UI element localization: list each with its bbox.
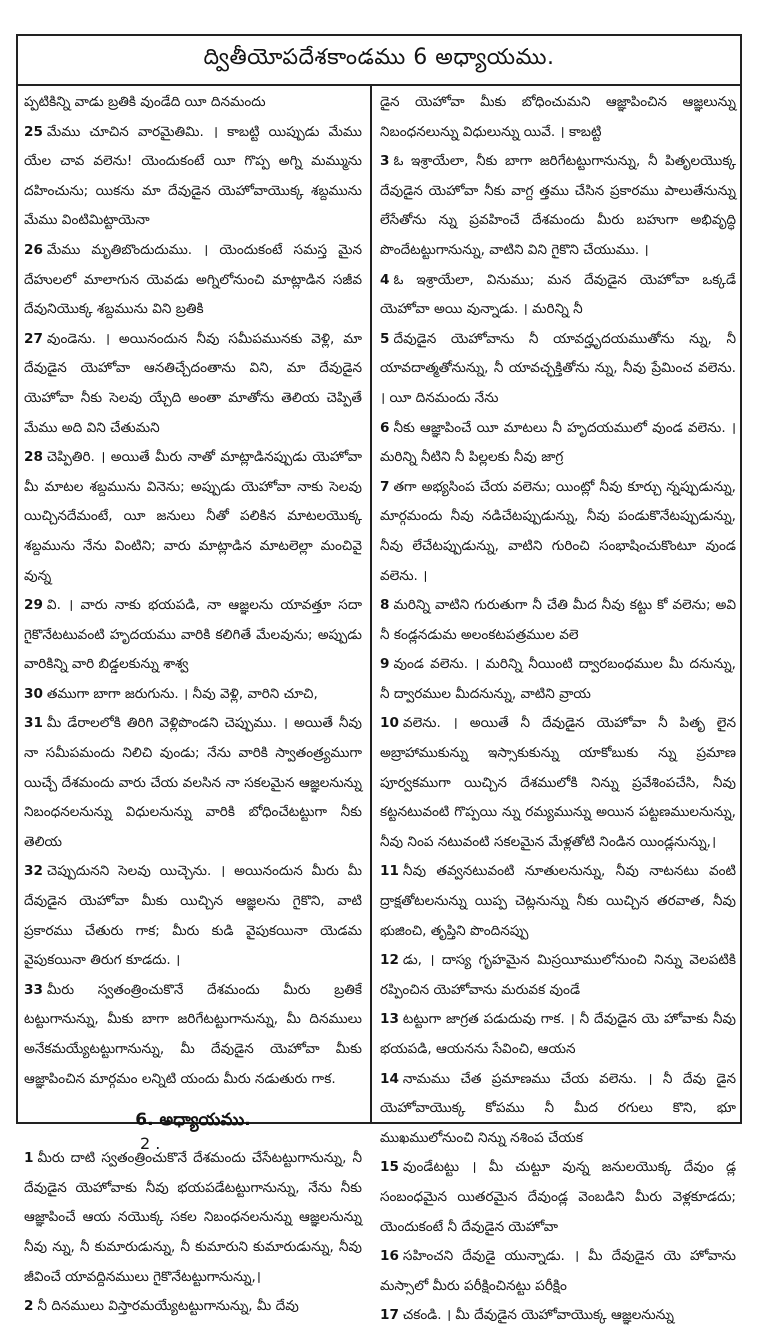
chapter-paragraphs — [24, 1144, 362, 1322]
verse-paragraph — [24, 1292, 362, 1322]
verse-text: నీకు ఆజ్ఞాపించే యీ మాటలు నీ హృదయములో వుండ వలెను. । మరిన్ని నీటిని నీ పిల్లలకు నీవు జాగ్ర — [380, 419, 736, 466]
verse-text: సహించని దేవుడై యున్నాడు. । మీ దేవుడైన యె హోవాను మస్సాలో మీరు పరీక్షించినట్టు పరీక్షిం — [380, 1248, 736, 1294]
verse-paragraph — [380, 473, 736, 591]
verse-number: 13 — [380, 1011, 399, 1028]
verse-paragraph — [380, 591, 736, 650]
verse-text: చెప్పుదునని సెలవు యిచ్చెను. । అయినందున మీరు మీ దేవుడైన యెహోవా మీకు యిచ్చిన ఆజ్ఞలను గైకొని, వాటి ప్రకారము చేతురు గాక; మీరు కుడి వైపుకయినా యెడమ వైపుకయినా తిరుగ కూడదు. । — [24, 863, 362, 969]
verse-number: 33 — [24, 981, 43, 998]
verse-paragraph — [380, 88, 736, 147]
verse-text: ఓ ఇశ్రాయేలా, వినుము; మన దేవుడైన యెహోవా ఒక్కడే యెహోవా అయి వున్నాడు. । మరిన్ని నీ — [380, 271, 736, 318]
verse-text: ఓ ఇశ్రాయేలా, నీకు బాగా జరిగేటట్టుగానున్ను, నీ పితృలయొక్క దేవుడైన యెహోవా నీకు వాగ్ద త్తము చేసిన ప్రకారము పాలుతేనున్ను లేసేతోను న్ను ప్రవహించే దేశమందు మీరు బహుగా అభివృద్ధి పొందేటట్టుగానున్ను, వాటిని విని గైకొని చేయుము. । — [380, 153, 736, 258]
verse-number: 6 — [380, 419, 390, 436]
verse-text: మీరు దాటి స్వతంత్రించుకొనే దేశమందు చేసేటట్టుగానున్ను, నీ దేవుడైన యెహోవాకు నీవు భయపడేటట్టుగానున్ను, నేను నీకు ఆజ్ఞాపించే ఆయ నయొక్క సకల నిబంధనలనున్ను ఆజ్ఞలనున్ను నీవు న్ను, నీ కుమారుడున్ను, నీ కుమారుని కుమారుడున్ను, నీవు జీవించే యావద్దినములు గైకొనేటట్టుగానున్ను,। — [24, 1150, 362, 1285]
verse-number: 5 — [380, 330, 390, 347]
verse-paragraph — [380, 1242, 736, 1301]
verse-number: 26 — [24, 241, 43, 258]
verse-text: చెప్పితిరి. । అయితే మీరు నాతో మాట్లాడినప్పుడు యెహోవా మీ మాటల శబ్దమును వినెను; అప్పుడు యెహోవా నాకు సెలవు యిచ్చినదేమంటే, యీ జనులు నీతో పలికిన మాటలయొక్క శబ్దమును నేను వింటిని; వారు మాట్లాడిన మాటలెల్లా మంచివై వున్న — [24, 449, 362, 584]
verse-number: 28 — [24, 449, 43, 466]
verse-text: తగా అభ్యసింప చేయ వలెను; యింట్లో నీవు కూర్చు న్నప్పుడున్ను, మార్గమందు నీవు నడిచేటప్పుడున్ను, నీవు పండుకొనేటప్పుడున్ను, నీవు లేచేటప్పుడున్ను, వాటిని గురించి సంభాషించుకొంటూ వుండ వలెను. । — [380, 478, 736, 584]
left-paragraphs — [24, 88, 362, 1094]
right-paragraphs — [380, 88, 736, 1331]
verse-paragraph — [24, 118, 362, 236]
verse-paragraph — [380, 1005, 736, 1064]
verse-text: ప్పటికిన్ని వాడు బ్రతికి వుండేది యీ దినమందు — [24, 94, 266, 110]
verse-paragraph — [24, 325, 362, 443]
verse-number: 2 — [24, 1298, 34, 1315]
chapter-heading: 6. అధ్యాయము. — [135, 1110, 251, 1131]
verse-text: నీవు తవ్వనటువంటి నూతులనున్ను, నీవు నాటనటు వంటి ద్రాక్షతోటలనున్ను యిప్ప చెట్లనున్ను నీకు యిచ్చిన తరవాత, నీవు భుజించి, తృప్తిని పొందినప్పు — [380, 863, 736, 939]
verse-paragraph — [380, 1065, 736, 1154]
verse-text: మేము చూచిన వారమైతిమి. । కాబట్టి యిప్పుడు మేము యేల చావ వలెను! యెందుకంటే యీ గొప్ప అగ్ని మమ్మును దహించును; యికను మా దేవుడైన యెహోవాయొక్క శబ్దమును మేము వింటిమిట్టాయెనా — [24, 123, 362, 229]
verse-text: డైన యెహోవా మీకు బోధించుమని ఆజ్ఞాపించిన ఆజ్ఞలున్ను నిబంధనలున్ను విధులున్ను యివే. । కాబట్టి — [380, 94, 736, 140]
verse-text: మేము మృతిబొందుదుము. । యెందుకంటే సమస్త మైన దేహులలో మాలాగున యెవడు అగ్నిలోనుంచి మాట్లాడిన సజీవ దేవునియొక్క శబ్దమును విని బ్రతికి — [24, 241, 362, 318]
verse-paragraph — [24, 680, 362, 710]
verse-text: వి. । వారు నాకు భయపడి, నా ఆజ్ఞలను యావత్తూ సదా గైకొనేటటువంటి హృదయము వారికి కలిగితే మేలవును; అప్పుడు వారికిన్ని వారి బిడ్డలకున్ను శాశ్వ — [24, 597, 362, 673]
verse-paragraph — [24, 976, 362, 1094]
verse-number: 14 — [380, 1070, 399, 1087]
verse-text: టట్టుగా జాగ్రత పడుదువు గాక. । నీ దేవుడైన యె హోవాకు నీవు భయపడి, ఆయనను సేవించి, ఆయన — [380, 1011, 736, 1057]
verse-text: తముగా బాగా జరుగును. । నీవు వెళ్లి, వారిని చూచి, — [46, 685, 318, 702]
verse-paragraph — [380, 325, 736, 414]
verse-number: 1 — [24, 1150, 34, 1167]
verse-paragraph — [380, 266, 736, 325]
verse-number: 30 — [24, 685, 43, 702]
verse-paragraph — [380, 1301, 736, 1331]
verse-text: నామము చేత ప్రమాణము చేయ వలెను. । నీ దేవు డైన యెహోవాయొక్క కోపము నీ మీద రగులు కొని, భూ ముఖములోనుంచి నిన్ను నశింప చేయక — [380, 1070, 736, 1146]
verse-paragraph — [24, 236, 362, 325]
verse-number: 15 — [380, 1159, 399, 1176]
verse-paragraph — [24, 709, 362, 857]
verse-number: 7 — [380, 478, 390, 495]
verse-number: 16 — [380, 1248, 399, 1265]
verse-number: 32 — [24, 863, 43, 880]
verse-number: 29 — [24, 597, 43, 614]
verse-paragraph — [380, 1153, 736, 1242]
verse-number: 4 — [380, 271, 390, 288]
page-frame — [16, 34, 742, 1324]
verse-number: 27 — [24, 330, 43, 347]
verse-number: 17 — [380, 1307, 399, 1324]
verse-text: నీ దినములు విస్తారమయ్యేటట్టుగానున్ను, మీ దేవు — [37, 1298, 299, 1315]
verse-paragraph — [24, 857, 362, 975]
verse-text: వుండెను. । అయినందున నీవు సమీపమునకు వెళ్లి, మా దేవుడైన యెహోవా ఆనతిచ్చేదంతాను విని, మా దేవుడైన యెహోవా నీకు సెలవు య్చేది అంతా మాతోను తెలియ చెప్పితే మేము అది విని చేతుమని — [24, 330, 362, 436]
verse-text: వుండేటట్టు । మీ చుట్టూ వున్న జనులయొక్క దేవుం డ్ల సంబంధమైన యితరమైన దేవుండ్ల వెంబడిని మీరు వెళ్లకూడదు; యెందుకంటే నీ దేవుడైన యెహోవా — [380, 1159, 736, 1235]
verse-number: 12 — [380, 952, 399, 969]
verse-text: మీ డేరాలలోకి తిరిగి వెళ్లిపొండని చెప్పుము. । అయితే నీవు నా సమీపమందు నిలిచి వుండు; నేను వారికి స్వాతంత్ర్యముగా యిచ్చే దేశమందు వారు చేయ వలసిన నా సకలమైన ఆజ్ఞలనున్ను నిబంధనలనున్ను విధులనున్ను వారికి బోధించేటట్టుగా నీకు తెలియ — [24, 715, 362, 850]
verse-paragraph — [24, 443, 362, 591]
verse-text: వుండ వలెను. । మరిన్ని నీయింటి ద్వారబంధముల మీ దనున్ను, నీ ద్వారముల మీదనున్ను, వాటిని వ్రాయ — [380, 656, 736, 702]
verse-number: 8 — [380, 597, 390, 614]
verse-paragraph — [380, 857, 736, 946]
verse-number: 25 — [24, 123, 43, 140]
verse-paragraph — [380, 946, 736, 1005]
verse-paragraph — [380, 650, 736, 709]
verse-paragraph — [380, 147, 736, 265]
verse-text: చకండి. । మీ దేవుడైన యెహోవాయొక్క ఆజ్ఞలనున్ను — [402, 1307, 675, 1324]
verse-text: మీరు స్వతంత్రించుకొనే దేశమందు మీరు బ్రతికే టట్టుగానున్ను, మీకు బాగా జరిగేటట్టుగానున్ను, మీ దినములు అనేకమయ్యేటట్టుగానున్ను, మీ దేవుడైన యెహోవా మీకు ఆజ్ఞాపించిన మార్గమం లన్నిటి యందు మీరు నడుతురు గాక. — [24, 981, 362, 1087]
left-column — [18, 88, 370, 1315]
page-number: 2 . — [140, 1134, 161, 1153]
verse-number: 11 — [380, 863, 399, 880]
verse-number: 9 — [380, 656, 390, 673]
verse-text: డు, । దాస్య గృహమైన మిస్రయీములోనుంచి నిన్ను వెలపటికి రప్పించిన యెహోవాను మరువక వుండే — [380, 952, 736, 998]
verse-text: వలెను. । అయితే నీ దేవుడైన యెహోవా నీ పితృ లైన అబ్రాహాముకున్ను ఇస్సాకుకున్ను యాకోబుకు న్ను ప్రమాణ పూర్వకముగా యిచ్చిన దేశములోకి నిన్ను ప్రవేశింపచేసి, నీవు కట్టనటువంటి గొప్పయి న్ను రమ్యమున్ను అయిన పట్టణములనున్ను, నీవు నింప నటువంటి సకలమైన మేళ్లతోటి నిండిన యిండ్లనున్ను,। — [380, 715, 736, 850]
verse-text: మరిన్ని వాటిని గురుతుగా నీ చేతి మీద నీవు కట్టు కో వలెను; అవి నీ కండ్లనడుమ అలంకటపత్రముల వలె — [380, 597, 736, 643]
verse-text: దేవుడైన యెహోవాను నీ యావద్హృదయముతోను న్ను, నీ యావదాత్మతోనున్ను, నీ యావచ్ఛక్తితోను న్ను, నీవు ప్రేమించ వలెను. । యీ దినమందు నేను — [380, 330, 736, 406]
verse-paragraph — [380, 709, 736, 857]
verse-paragraph — [24, 591, 362, 680]
verse-paragraph — [24, 88, 362, 118]
verse-number: 10 — [380, 715, 399, 732]
verse-paragraph — [24, 1144, 362, 1292]
verse-paragraph — [380, 414, 736, 473]
right-column — [372, 88, 740, 1324]
page-title: ద్వితీయోపదేశకాండము 6 అధ్యాయము. — [18, 36, 740, 86]
verse-number: 31 — [24, 715, 43, 732]
verse-number: 3 — [380, 153, 390, 170]
